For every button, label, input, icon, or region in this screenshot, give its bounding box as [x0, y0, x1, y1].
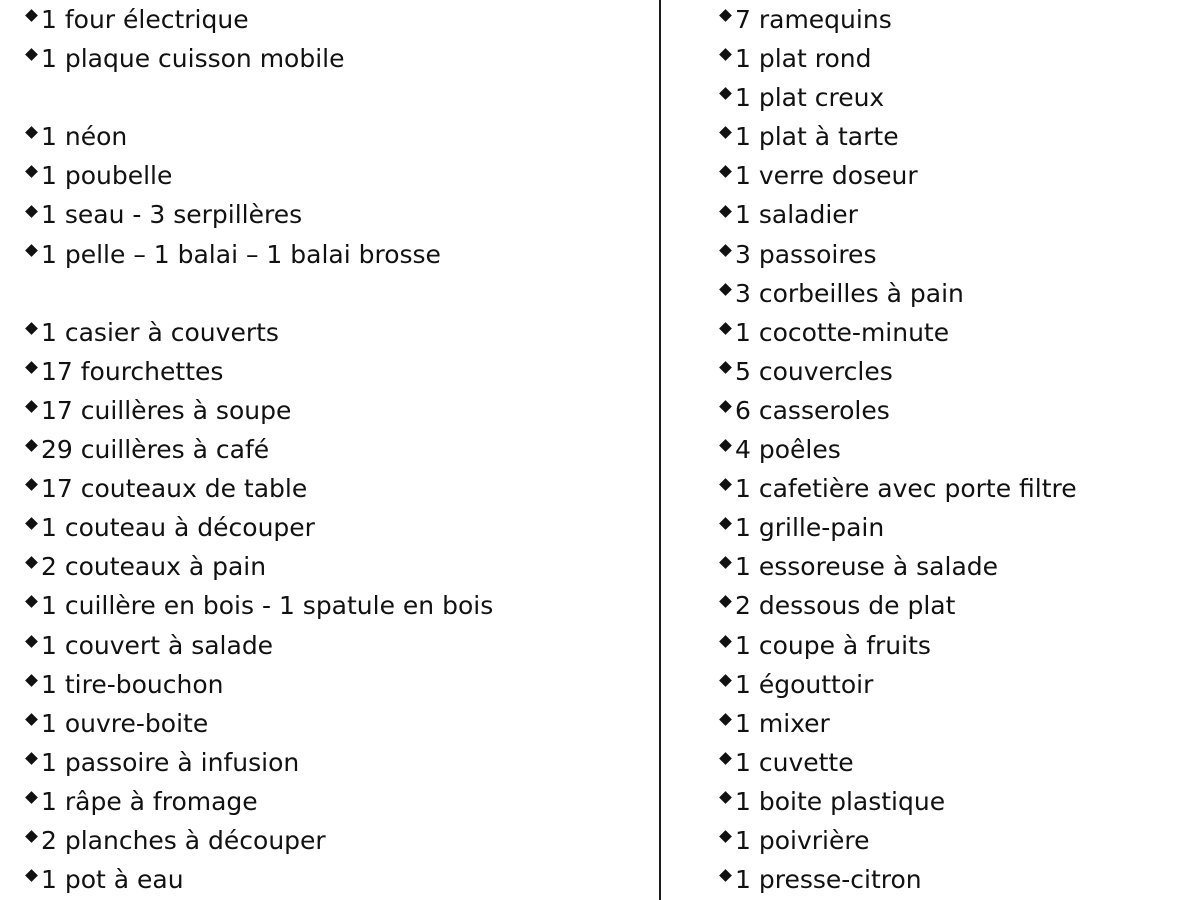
diamond-bullet-icon	[25, 674, 38, 687]
diamond-bullet-icon	[25, 48, 38, 61]
list-item-label: 1 cuvette	[735, 747, 854, 777]
diamond-bullet-icon	[25, 9, 38, 22]
list-item-label: 1 casier à couverts	[41, 317, 279, 347]
list-item	[24, 743, 644, 782]
list-item	[24, 860, 644, 899]
list-item-label: 29 cuillères à café	[41, 435, 270, 465]
list-item-label: 1 plaque cuisson mobile	[41, 44, 345, 74]
list-item	[718, 704, 1188, 743]
list-item-label: 1 presse-citron	[735, 865, 922, 895]
list-item	[718, 156, 1188, 195]
list-item	[718, 391, 1188, 430]
list-item	[718, 0, 1188, 39]
list-item-label: 5 couvercles	[735, 356, 893, 386]
diamond-bullet-icon	[719, 791, 732, 804]
list-item-label: 1 cocotte-minute	[735, 317, 950, 347]
diamond-bullet-icon	[719, 361, 732, 374]
diamond-bullet-icon	[719, 48, 732, 61]
diamond-bullet-icon	[25, 830, 38, 843]
diamond-bullet-icon	[25, 869, 38, 882]
list-item-label: 17 couteaux de table	[41, 474, 308, 504]
diamond-bullet-icon	[719, 517, 732, 530]
list-item	[718, 508, 1188, 547]
list-item-label: 1 boite plastique	[735, 786, 946, 816]
diamond-bullet-icon	[25, 478, 38, 491]
list-item	[718, 469, 1188, 508]
list-item-label: 1 cafetière avec porte filtre	[735, 474, 1077, 504]
list-item	[24, 547, 644, 586]
diamond-bullet-icon	[719, 205, 732, 218]
diamond-bullet-icon	[719, 322, 732, 335]
list-item	[24, 352, 644, 391]
list-item	[718, 586, 1188, 625]
list-item	[718, 430, 1188, 469]
diamond-bullet-icon	[719, 713, 732, 726]
diamond-bullet-icon	[25, 400, 38, 413]
list-item	[24, 508, 644, 547]
list-item-label: 1 néon	[41, 122, 128, 152]
list-item	[24, 782, 644, 821]
list-item-label: 17 cuillères à soupe	[41, 395, 292, 425]
list-item	[24, 156, 644, 195]
list-item-label: 1 pelle – 1 balai – 1 balai brosse	[41, 239, 441, 269]
diamond-bullet-icon	[25, 361, 38, 374]
diamond-bullet-icon	[719, 244, 732, 257]
diamond-bullet-icon	[719, 87, 732, 100]
list-item	[24, 626, 644, 665]
list-item	[24, 586, 644, 625]
list-item-label: 17 fourchettes	[41, 356, 224, 386]
list-item-label: 1 ouvre-boite	[41, 708, 209, 738]
list-item-label: 3 corbeilles à pain	[735, 278, 964, 308]
inventory-list-left	[24, 0, 644, 899]
list-item-label: 1 grille-pain	[735, 513, 885, 543]
list-item-label: 2 dessous de plat	[735, 591, 956, 621]
diamond-bullet-icon	[25, 205, 38, 218]
list-item	[24, 235, 644, 274]
list-item	[718, 195, 1188, 234]
list-item-label: 1 tire-bouchon	[41, 669, 224, 699]
diamond-bullet-icon	[719, 166, 732, 179]
list-item-label: 1 égouttoir	[735, 669, 874, 699]
list-item-label: 1 passoire à infusion	[41, 747, 300, 777]
list-item	[718, 547, 1188, 586]
diamond-bullet-icon	[719, 635, 732, 648]
list-item-label: 1 couteau à découper	[41, 513, 315, 543]
diamond-bullet-icon	[25, 635, 38, 648]
list-item	[24, 391, 644, 430]
diamond-bullet-icon	[719, 869, 732, 882]
diamond-bullet-icon	[25, 752, 38, 765]
list-item	[718, 235, 1188, 274]
diamond-bullet-icon	[719, 556, 732, 569]
list-item-label: 1 poubelle	[41, 161, 173, 191]
list-item-label: 1 coupe à fruits	[735, 630, 931, 660]
list-item	[24, 117, 644, 156]
list-item	[24, 665, 644, 704]
diamond-bullet-icon	[25, 596, 38, 609]
list-item-label: 1 couvert à salade	[41, 630, 274, 660]
list-item	[24, 39, 644, 78]
list-spacer	[24, 274, 644, 313]
list-item-label: 2 planches à découper	[41, 825, 326, 855]
list-item	[24, 195, 644, 234]
inventory-list-right	[718, 0, 1188, 899]
list-item-label: 1 plat à tarte	[735, 122, 899, 152]
column-divider	[659, 0, 661, 900]
list-item-label: 2 couteaux à pain	[41, 552, 267, 582]
diamond-bullet-icon	[719, 400, 732, 413]
list-item	[24, 430, 644, 469]
list-item	[24, 313, 644, 352]
diamond-bullet-icon	[25, 791, 38, 804]
list-item	[24, 704, 644, 743]
list-item	[718, 860, 1188, 899]
diamond-bullet-icon	[719, 439, 732, 452]
list-item	[718, 821, 1188, 860]
list-item	[718, 117, 1188, 156]
list-item-label: 1 poivrière	[735, 825, 870, 855]
diamond-bullet-icon	[719, 126, 732, 139]
list-item	[718, 39, 1188, 78]
list-item-label: 4 poêles	[735, 435, 841, 465]
list-item-label: 1 seau - 3 serpillères	[41, 200, 303, 230]
diamond-bullet-icon	[25, 556, 38, 569]
list-item-label: 1 mixer	[735, 708, 830, 738]
list-item	[24, 469, 644, 508]
list-item	[24, 821, 644, 860]
list-item-label: 1 plat creux	[735, 83, 885, 113]
list-item-label: 1 pot à eau	[41, 865, 184, 895]
list-item	[718, 665, 1188, 704]
list-item	[718, 743, 1188, 782]
diamond-bullet-icon	[25, 713, 38, 726]
diamond-bullet-icon	[719, 283, 732, 296]
list-item-label: 6 casseroles	[735, 395, 890, 425]
diamond-bullet-icon	[25, 517, 38, 530]
diamond-bullet-icon	[25, 439, 38, 452]
list-item-label: 1 four électrique	[41, 5, 249, 34]
list-item	[718, 313, 1188, 352]
list-item-label: 1 plat rond	[735, 44, 872, 74]
list-item	[718, 782, 1188, 821]
diamond-bullet-icon	[25, 166, 38, 179]
list-item-label: 1 verre doseur	[735, 161, 918, 191]
list-item-label: 3 passoires	[735, 239, 877, 269]
list-item-label: 7 ramequins	[735, 5, 892, 34]
list-item-label: 1 saladier	[735, 200, 858, 230]
list-item	[24, 0, 644, 39]
list-item-label: 1 essoreuse à salade	[735, 552, 999, 582]
list-item	[718, 352, 1188, 391]
diamond-bullet-icon	[719, 674, 732, 687]
diamond-bullet-icon	[719, 830, 732, 843]
list-item-label: 1 cuillère en bois - 1 spatule en bois	[41, 591, 494, 621]
list-item	[718, 274, 1188, 313]
diamond-bullet-icon	[719, 9, 732, 22]
diamond-bullet-icon	[25, 244, 38, 257]
diamond-bullet-icon	[719, 752, 732, 765]
diamond-bullet-icon	[25, 126, 38, 139]
diamond-bullet-icon	[25, 322, 38, 335]
list-spacer	[24, 78, 644, 117]
diamond-bullet-icon	[719, 596, 732, 609]
list-item-label: 1 râpe à fromage	[41, 786, 258, 816]
list-item	[718, 78, 1188, 117]
list-item	[718, 626, 1188, 665]
diamond-bullet-icon	[719, 478, 732, 491]
